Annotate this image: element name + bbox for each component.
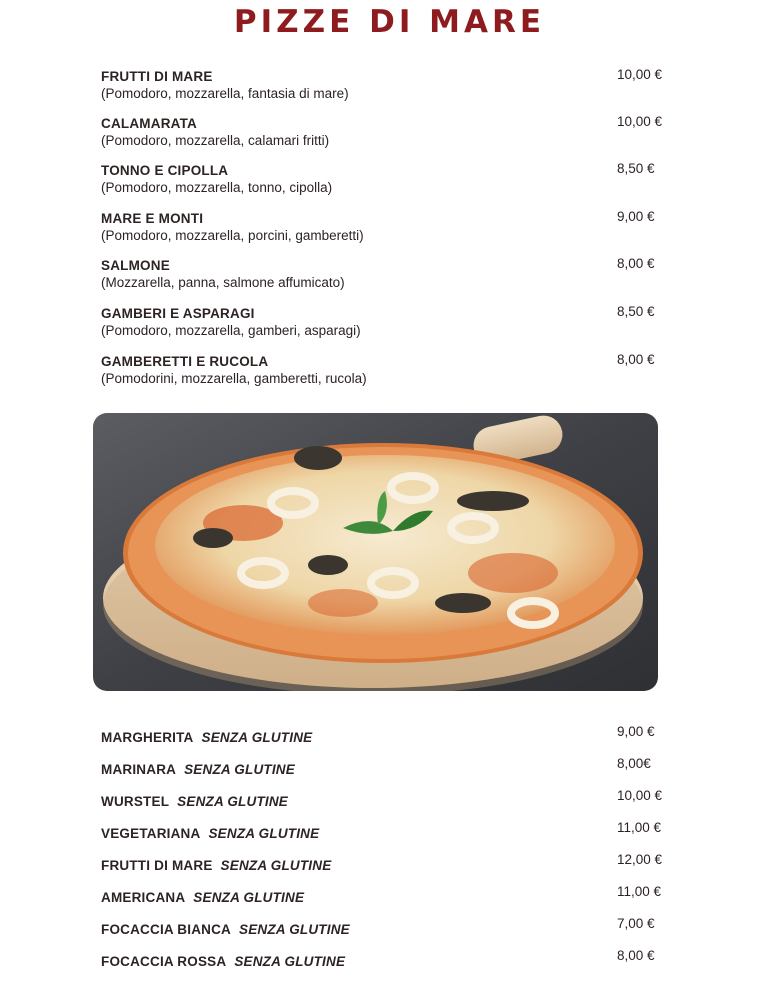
list-item <box>101 353 671 387</box>
item-name: TONNO E CIPOLLA <box>101 163 229 178</box>
item-name: FRUTTI DI MARE <box>101 858 213 873</box>
item-price: 8,00 € <box>617 352 655 367</box>
item-name: FOCACCIA ROSSA <box>101 954 227 969</box>
item-price: 8,50 € <box>617 304 655 319</box>
item-name: MARGHERITA <box>101 730 194 745</box>
gluten-free-label: SENZA GLUTINE <box>239 922 350 937</box>
list-item <box>101 68 671 102</box>
list-item <box>101 115 671 149</box>
item-name: SALMONE <box>101 258 170 273</box>
seafood-pizza-photo <box>93 413 658 691</box>
item-description: (Pomodoro, mozzarella, gamberi, asparagi) <box>101 323 361 338</box>
item-price: 10,00 € <box>617 114 663 129</box>
gluten-free-label: SENZA GLUTINE <box>177 794 289 809</box>
list-item <box>101 724 671 746</box>
list-item <box>101 916 671 938</box>
item-name: FOCACCIA BIANCA <box>101 922 231 937</box>
item-price: 9,00 € <box>617 209 655 224</box>
item-price: 8,50 € <box>617 161 655 176</box>
item-description: (Pomodoro, mozzarella, porcini, gamberetti) <box>101 228 364 243</box>
list-item <box>101 884 671 906</box>
item-price: 11,00 € <box>617 884 662 899</box>
item-name: MARINARA <box>101 762 177 777</box>
list-item <box>101 210 671 244</box>
list-item <box>101 756 671 778</box>
gluten-free-label: SENZA GLUTINE <box>220 858 332 873</box>
gluten-free-label: SENZA GLUTINE <box>208 826 320 841</box>
item-description: (Pomodorini, mozzarella, gamberetti, rucola) <box>101 371 367 386</box>
list-item <box>101 948 671 970</box>
item-name: GAMBERI E ASPARAGI <box>101 306 255 321</box>
item-price: 10,00 € <box>617 67 663 82</box>
item-name: AMERICANA <box>101 890 186 905</box>
list-item <box>101 852 671 874</box>
list-item <box>101 162 671 196</box>
item-name: VEGETARIANA <box>101 826 201 841</box>
item-name: CALAMARATA <box>101 116 197 131</box>
item-price: 8,00 € <box>617 948 655 963</box>
item-price: 8,00€ <box>617 756 651 771</box>
item-price: 11,00 € <box>617 820 662 835</box>
gluten-free-label: SENZA GLUTINE <box>234 954 346 969</box>
item-price: 12,00 € <box>617 852 663 867</box>
item-description: (Pomodoro, mozzarella, fantasia di mare) <box>101 86 349 101</box>
item-name: MARE E MONTI <box>101 211 204 226</box>
item-name: FRUTTI DI MARE <box>101 69 213 84</box>
gluten-free-label: SENZA GLUTINE <box>201 730 313 745</box>
item-price: 9,00 € <box>617 724 655 739</box>
item-name: WURSTEL <box>101 794 170 809</box>
page-title: PIZZE DI MARE <box>233 4 546 40</box>
list-item <box>101 305 671 339</box>
item-description: (Pomodoro, mozzarella, calamari fritti) <box>101 133 330 148</box>
item-price: 10,00 € <box>617 788 663 803</box>
item-price: 8,00 € <box>617 256 655 271</box>
item-description: (Mozzarella, panna, salmone affumicato) <box>101 275 345 290</box>
item-name: GAMBERETTI E RUCOLA <box>101 354 269 369</box>
gluten-free-label: SENZA GLUTINE <box>193 890 305 905</box>
list-item <box>101 257 671 291</box>
pizza-image-icon <box>93 413 658 691</box>
list-item <box>101 820 671 842</box>
list-item <box>101 788 671 810</box>
item-description: (Pomodoro, mozzarella, tonno, cipolla) <box>101 180 333 195</box>
item-price: 7,00 € <box>617 916 655 931</box>
gluten-free-label: SENZA GLUTINE <box>184 762 295 777</box>
